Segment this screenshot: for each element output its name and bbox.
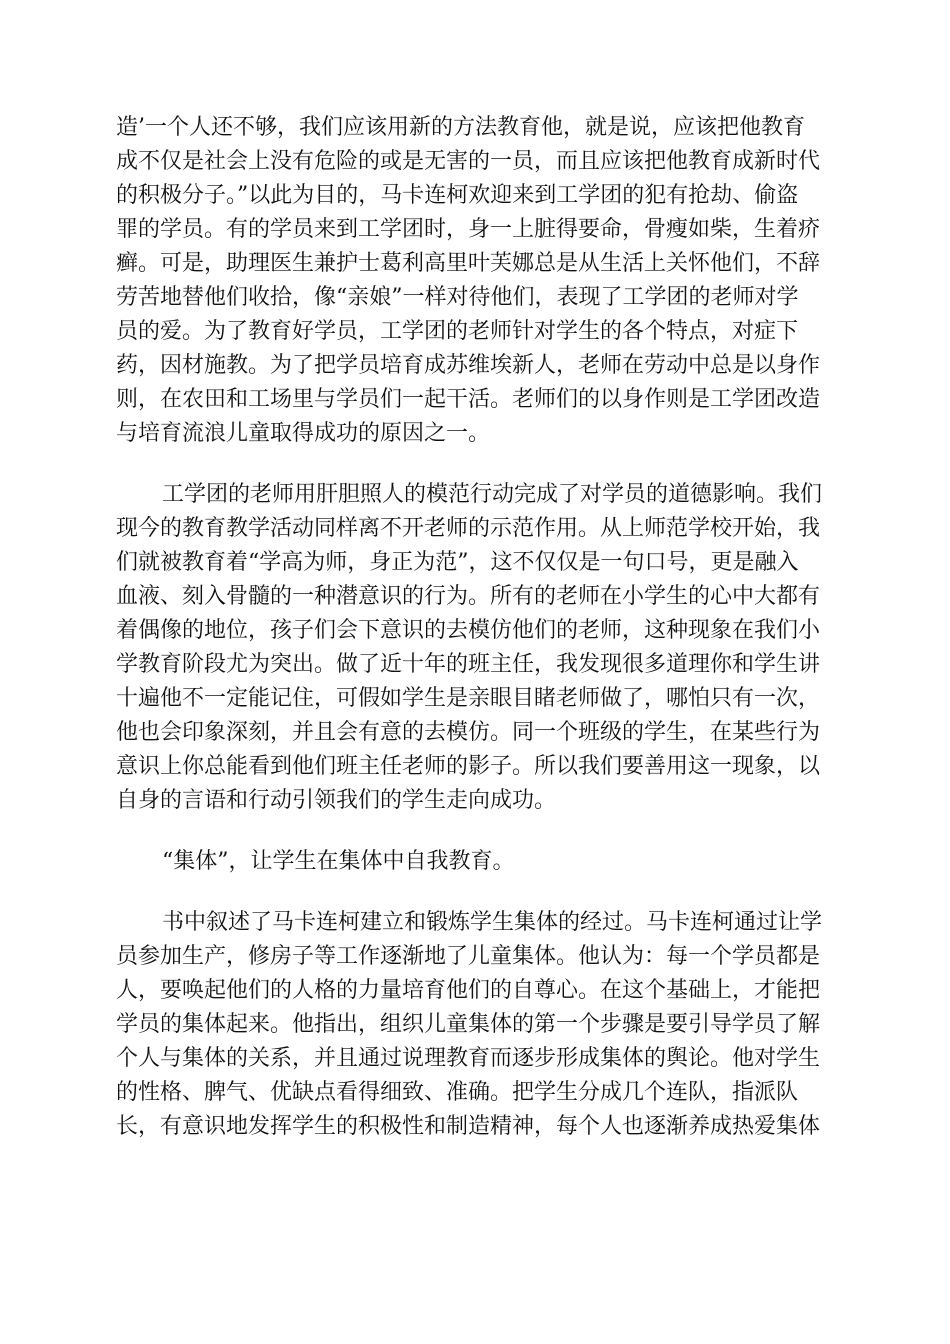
paragraph-1-line-6: 劳苦地替他们收拾，像“亲娘”一样对待他们，表现了工学团的老师对学	[116, 285, 799, 310]
paragraph-1-line-9: 则，在农田和工场里与学员们一起干活。老师们的以身作则是工学团改造	[116, 387, 821, 412]
paragraph-2-line-8: 他也会印象深刻，并且会有意的去模仿。同一个班级的学生，在某些行为	[116, 720, 821, 745]
paragraph-1-line-2: 成不仅是社会上没有危险的或是无害的一员，而且应该把他教育成新时代	[116, 149, 821, 174]
paragraph-2-line-2: 现今的教育教学活动同样离不开老师的示范作用。从上师范学校开始，我	[116, 516, 821, 541]
paragraph-4-line-4: 学员的集体起来。他指出，组织儿童集体的第一个步骤是要引导学员了解	[116, 1012, 821, 1037]
paragraph-2-line-1: 工学团的老师用肝胆照人的模范行动完成了对学员的道德影响。我们	[162, 482, 823, 507]
paragraph-1-line-3: 的积极分子。”以此为目的，马卡连柯欢迎来到工学团的犯有抢劫、偷盗	[116, 183, 799, 208]
paragraph-4-line-1: 书中叙述了马卡连柯建立和锻炼学生集体的经过。马卡连柯通过让学	[162, 910, 823, 935]
paragraph-2-line-9: 意识上你总能看到他们班主任老师的影子。所以我们要善用这一现象，以	[116, 754, 821, 779]
paragraph-1-line-10: 与培育流浪儿童取得成功的原因之一。	[116, 421, 491, 446]
paragraph-2-line-7: 十遍他不一定能记住，可假如学生是亲眼目睹老师做了，哪怕只有一次，	[116, 686, 821, 711]
paragraph-1-line-1: 造’一个人还不够，我们应该用新的方法教育他，就是说，应该把他教育	[116, 115, 805, 140]
paragraph-4-line-7: 长，有意识地发挥学生的积极性和制造精神，每个人也逐渐养成热爱集体	[116, 1114, 821, 1139]
paragraph-1-line-7: 员的爱。为了教育好学员，工学团的老师针对学生的各个特点，对症下	[116, 319, 799, 344]
paragraph-4-line-2: 员参加生产，修房子等工作逐渐地了儿童集体。他认为：每一个学员都是	[116, 944, 821, 969]
paragraph-4-line-3: 人，要唤起他们的人格的力量培育他们的自尊心。在这个基础上，才能把	[116, 978, 821, 1003]
paragraph-2-line-4: 血液、刻入骨髓的一种潜意识的行为。所有的老师在小学生的心中大都有	[116, 584, 821, 609]
section-heading-collective: “集体”，让学生在集体中自我教育。	[162, 849, 515, 874]
paragraph-1-line-4: 罪的学员。有的学员来到工学团时，身一上脏得要命，骨瘦如柴，生着疥	[116, 217, 821, 242]
paragraph-1-line-5: 癣。可是，助理医生兼护士葛利高里叶芙娜总是从生活上关怀他们，不辞	[116, 251, 821, 276]
paragraph-1-line-8: 药，因材施教。为了把学员培育成苏维埃新人，老师在劳动中总是以身作	[116, 353, 821, 378]
paragraph-2-line-10: 自身的言语和行动引领我们的学生走向成功。	[116, 788, 557, 813]
paragraph-2-line-6: 学教育阶段尤为突出。做了近十年的班主任，我发现很多道理你和学生讲	[116, 652, 821, 677]
paragraph-4-line-6: 的性格、脾气、优缺点看得细致、准确。把学生分成几个连队，指派队	[116, 1080, 799, 1105]
paragraph-2-line-5: 着偶像的地位，孩子们会下意识的去模仿他们的老师，这种现象在我们小	[116, 618, 821, 643]
paragraph-2-line-3: 们就被教育着“学高为师，身正为范”，这不仅仅是一句口号，更是融入	[116, 550, 799, 575]
paragraph-4-line-5: 个人与集体的关系，并且通过说理教育而逐步形成集体的舆论。他对学生	[116, 1046, 821, 1071]
